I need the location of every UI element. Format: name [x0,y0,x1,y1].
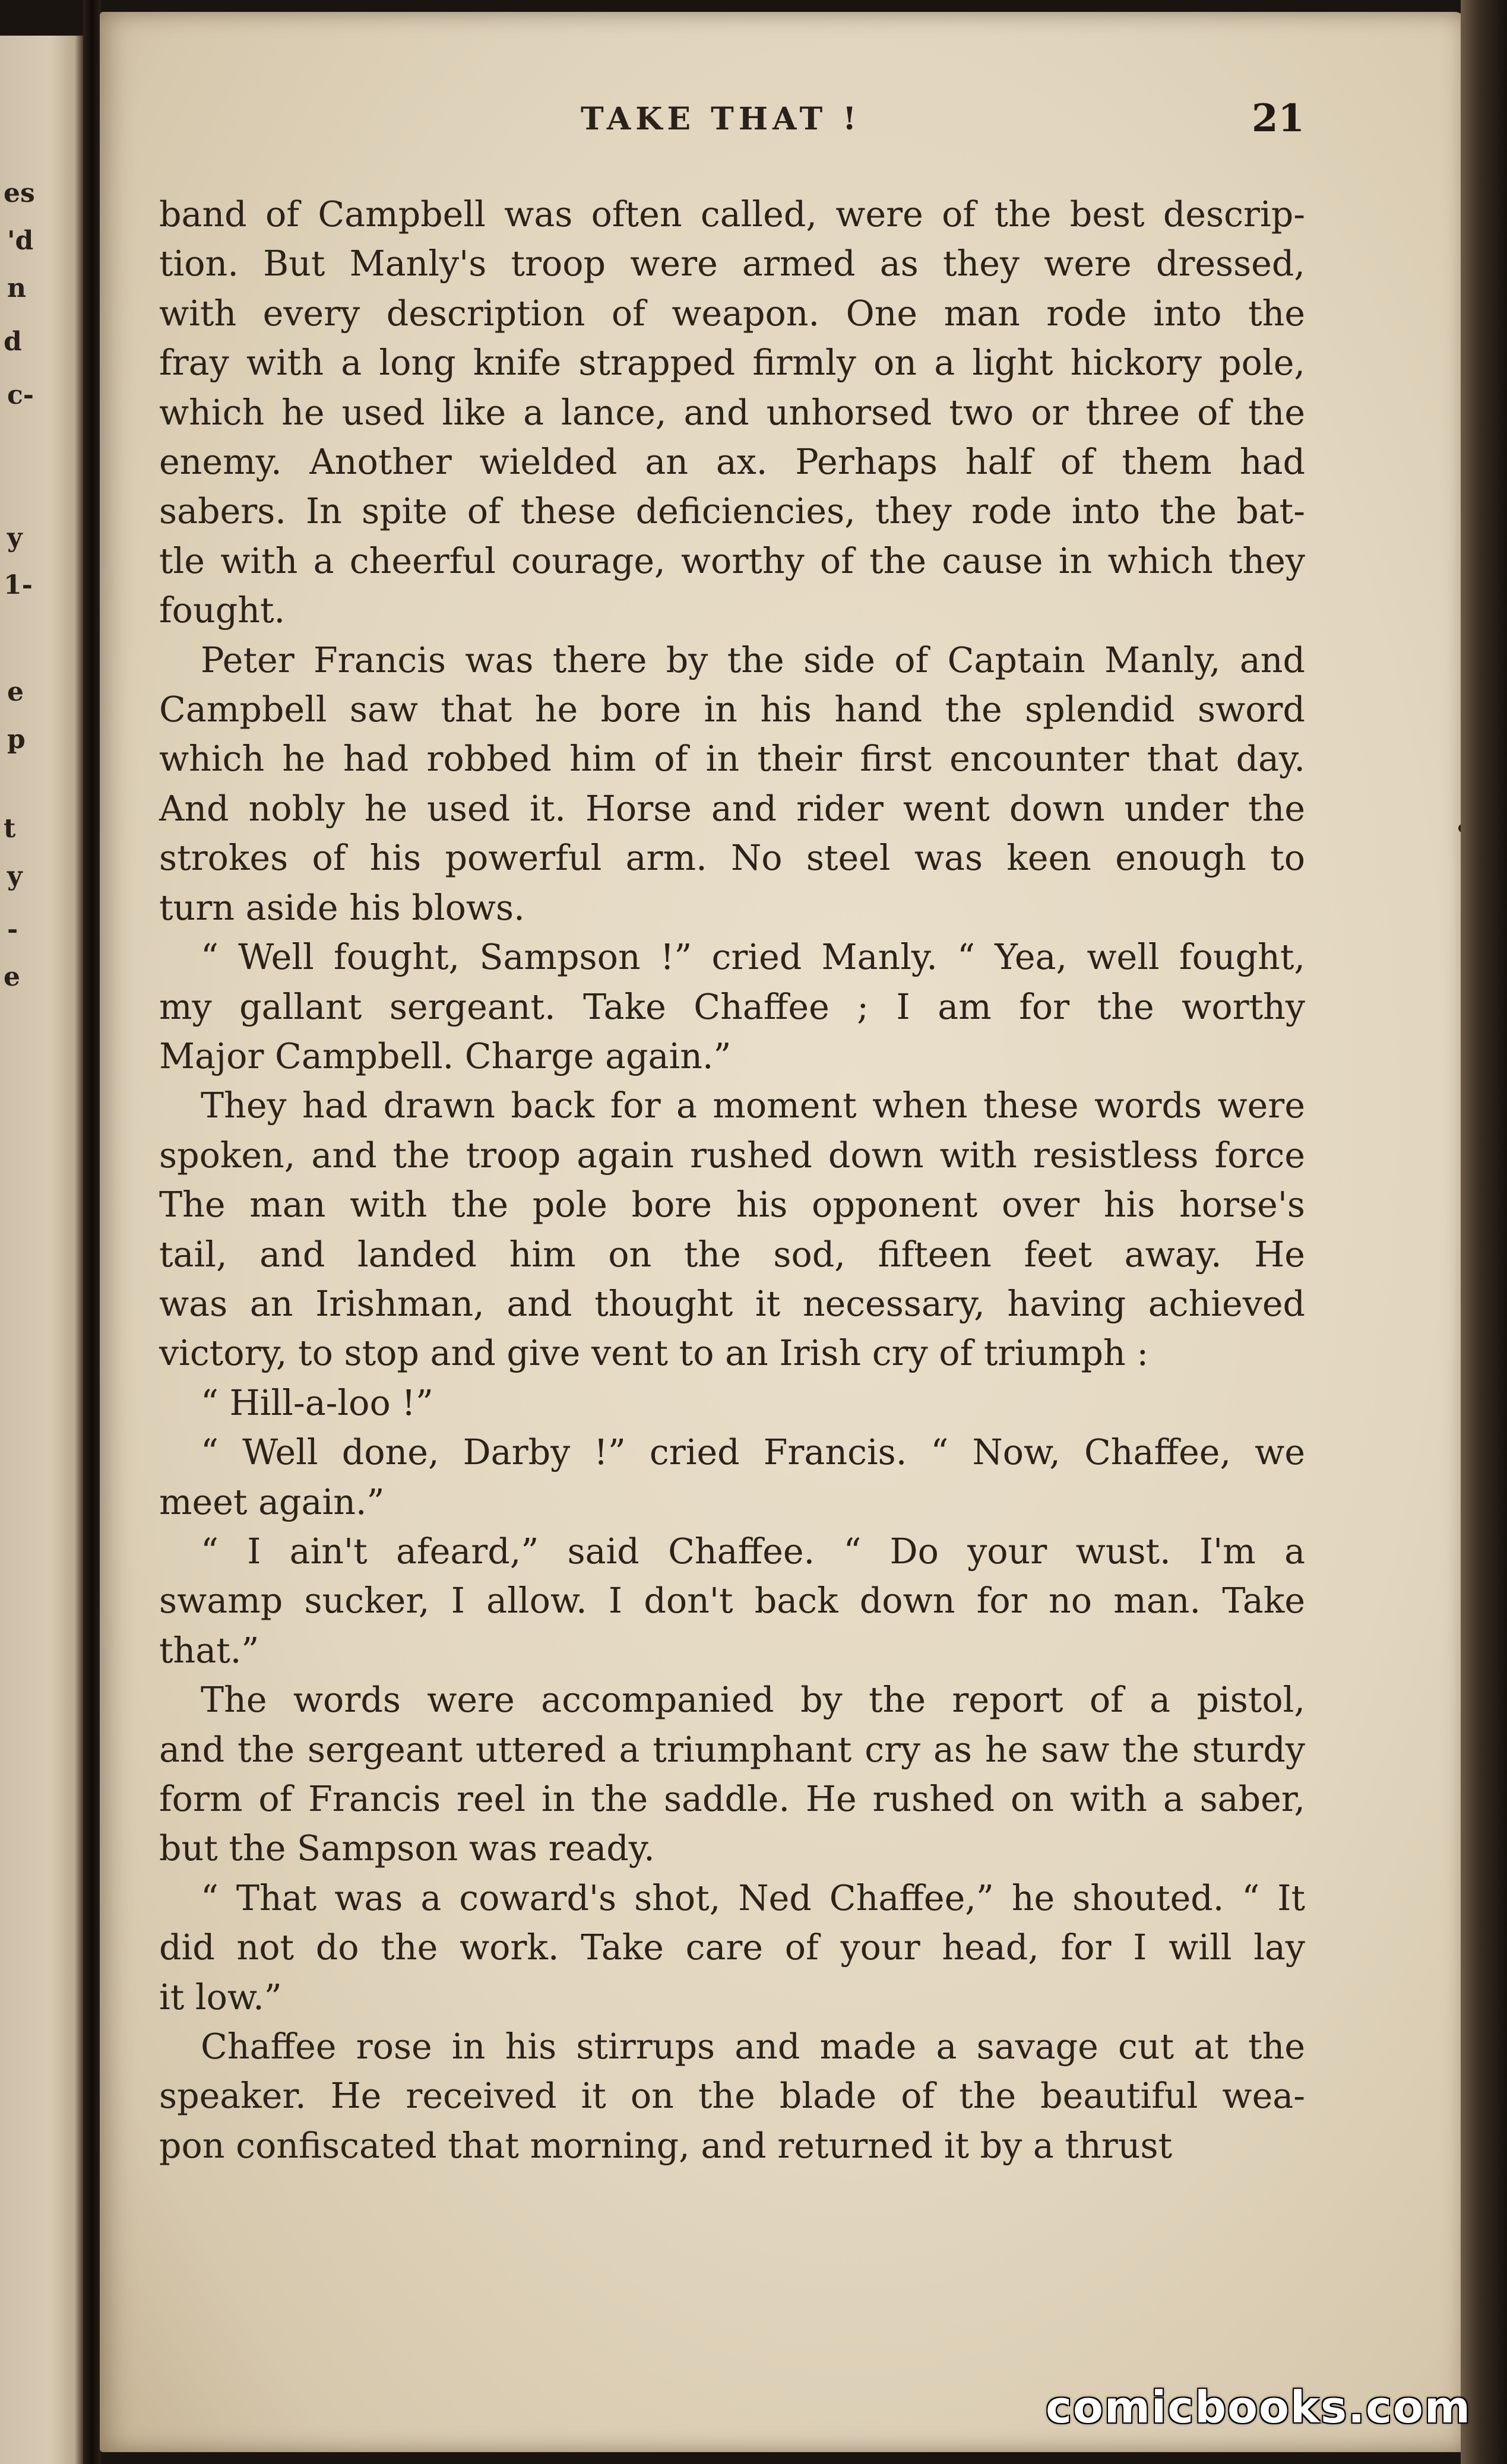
page-number: 21 [1252,96,1305,141]
text-line: fray with a long knife strapped firmly on a light hickory pole, [159,343,1305,384]
text-line: Major Campbell. Charge again.” [159,1035,732,1076]
left-page-fragment: n [7,273,26,303]
text-line: which he used like a lance, and unhorsed two or three of the [159,392,1305,433]
text-line: but the Sampson was ready. [159,1828,655,1869]
text-line: form of Francis reel in the saddle. He rushed on with a saber, [159,1779,1305,1819]
text-line: with every description of weapon. One man rode into the [159,293,1305,334]
left-page-fragment: c- [7,380,34,410]
text-line: Chaffee rose in his stirrups and made a savage cut at the [201,2026,1305,2067]
text-line: was an Irishman, and thought it necessary, having achieved [159,1283,1305,1324]
text-line: pon confiscated that morning, and returned it by a thrust [159,2125,1173,2166]
running-head [100,89,1465,142]
text-line: “ Well fought, Sampson !” cried Manly. “ Yea, well fought, [201,937,1305,978]
left-page-text-fragments [0,36,83,2464]
text-line: Campbell saw that he bore in his hand the splendid sword [159,689,1305,730]
text-line: spoken, and the troop again rushed down with resistless force [159,1135,1305,1176]
text-line: enemy. Another wielded an ax. Perhaps half of them had [159,442,1305,483]
left-page-fragment: e [7,677,24,707]
text-line: meet again.” [159,1481,385,1522]
text-line: tion. But Manly's troop were armed as they were dressed, [159,243,1305,284]
text-line: “ Hill-a-loo !” [201,1382,433,1423]
text-line: Peter Francis was there by the side of Captain Manly, and [201,639,1305,680]
left-page-fragment: - [7,914,18,945]
page-edge-shadow [1461,0,1507,2464]
left-page-fragment: 1- [4,570,33,600]
book-page [100,12,1465,2452]
left-page-edge [0,36,83,2464]
text-line: which he had robbed him of in their first encounter that day. [159,739,1305,780]
left-page-fragment: es [4,178,35,208]
text-line: And nobly he used it. Horse and rider went down under the [159,788,1305,829]
text-line: did not do the work. Take care of your head, for I will lay [159,1927,1305,1968]
text-line: They had drawn back for a moment when these words were [201,1085,1305,1126]
text-line: tle with a cheerful courage, worthy of the cause in which they [159,540,1305,581]
text-line: it low.” [159,1977,282,2018]
text-line: and the sergeant uttered a triumphant cry as he saw the sturdy [159,1729,1305,1770]
left-page-fragment: d [4,327,22,357]
left-page-fragment: y [7,861,23,891]
text-line: tail, and landed him on the sod, fifteen feet away. He [159,1234,1305,1275]
left-page-fragment: e [4,962,20,992]
text-line: “ I ain't afeard,” said Chaffee. “ Do your wust. I'm a [201,1531,1305,1572]
text-line: that.” [159,1630,259,1671]
text-line: sabers. In spite of these deficiencies, they rode into the bat- [159,491,1305,532]
text-line: “ That was a coward's shot, Ned Chaffee,” he shouted. “ It [201,1877,1305,1918]
page-title: TAKE THAT ! [581,101,862,137]
text-line: The man with the pole bore his opponent over his horse's [159,1185,1305,1225]
left-page-fragment: y [7,522,23,553]
left-page-fragment: 'd [7,226,34,256]
text-line: The words were accompanied by the report of a pistol, [201,1680,1305,1721]
book-gutter [83,0,101,2464]
body-text [159,190,1305,2171]
text-line: speaker. He received it on the blade of the beautiful wea- [159,2076,1305,2117]
left-page-fragment: p [7,724,26,755]
text-line: band of Campbell was often called, were of the best descrip- [159,194,1305,235]
text-line: strokes of his powerful arm. No steel was keen enough to [159,838,1305,879]
text-line: victory, to stop and give vent to an Irish cry of triumph : [159,1333,1149,1374]
text-line: “ Well done, Darby !” cried Francis. “ Now, Chaffee, we [201,1432,1305,1473]
text-line: turn aside his blows. [159,887,525,928]
left-page-fragment: t [4,813,16,844]
text-line: my gallant sergeant. Take Chaffee ; I am for the worthy [159,986,1305,1027]
text-line: fought. [159,590,286,631]
text-line: swamp sucker, I allow. I don't back down for no man. Take [159,1581,1305,1621]
watermark: comicbooks.com [1046,2382,1471,2433]
